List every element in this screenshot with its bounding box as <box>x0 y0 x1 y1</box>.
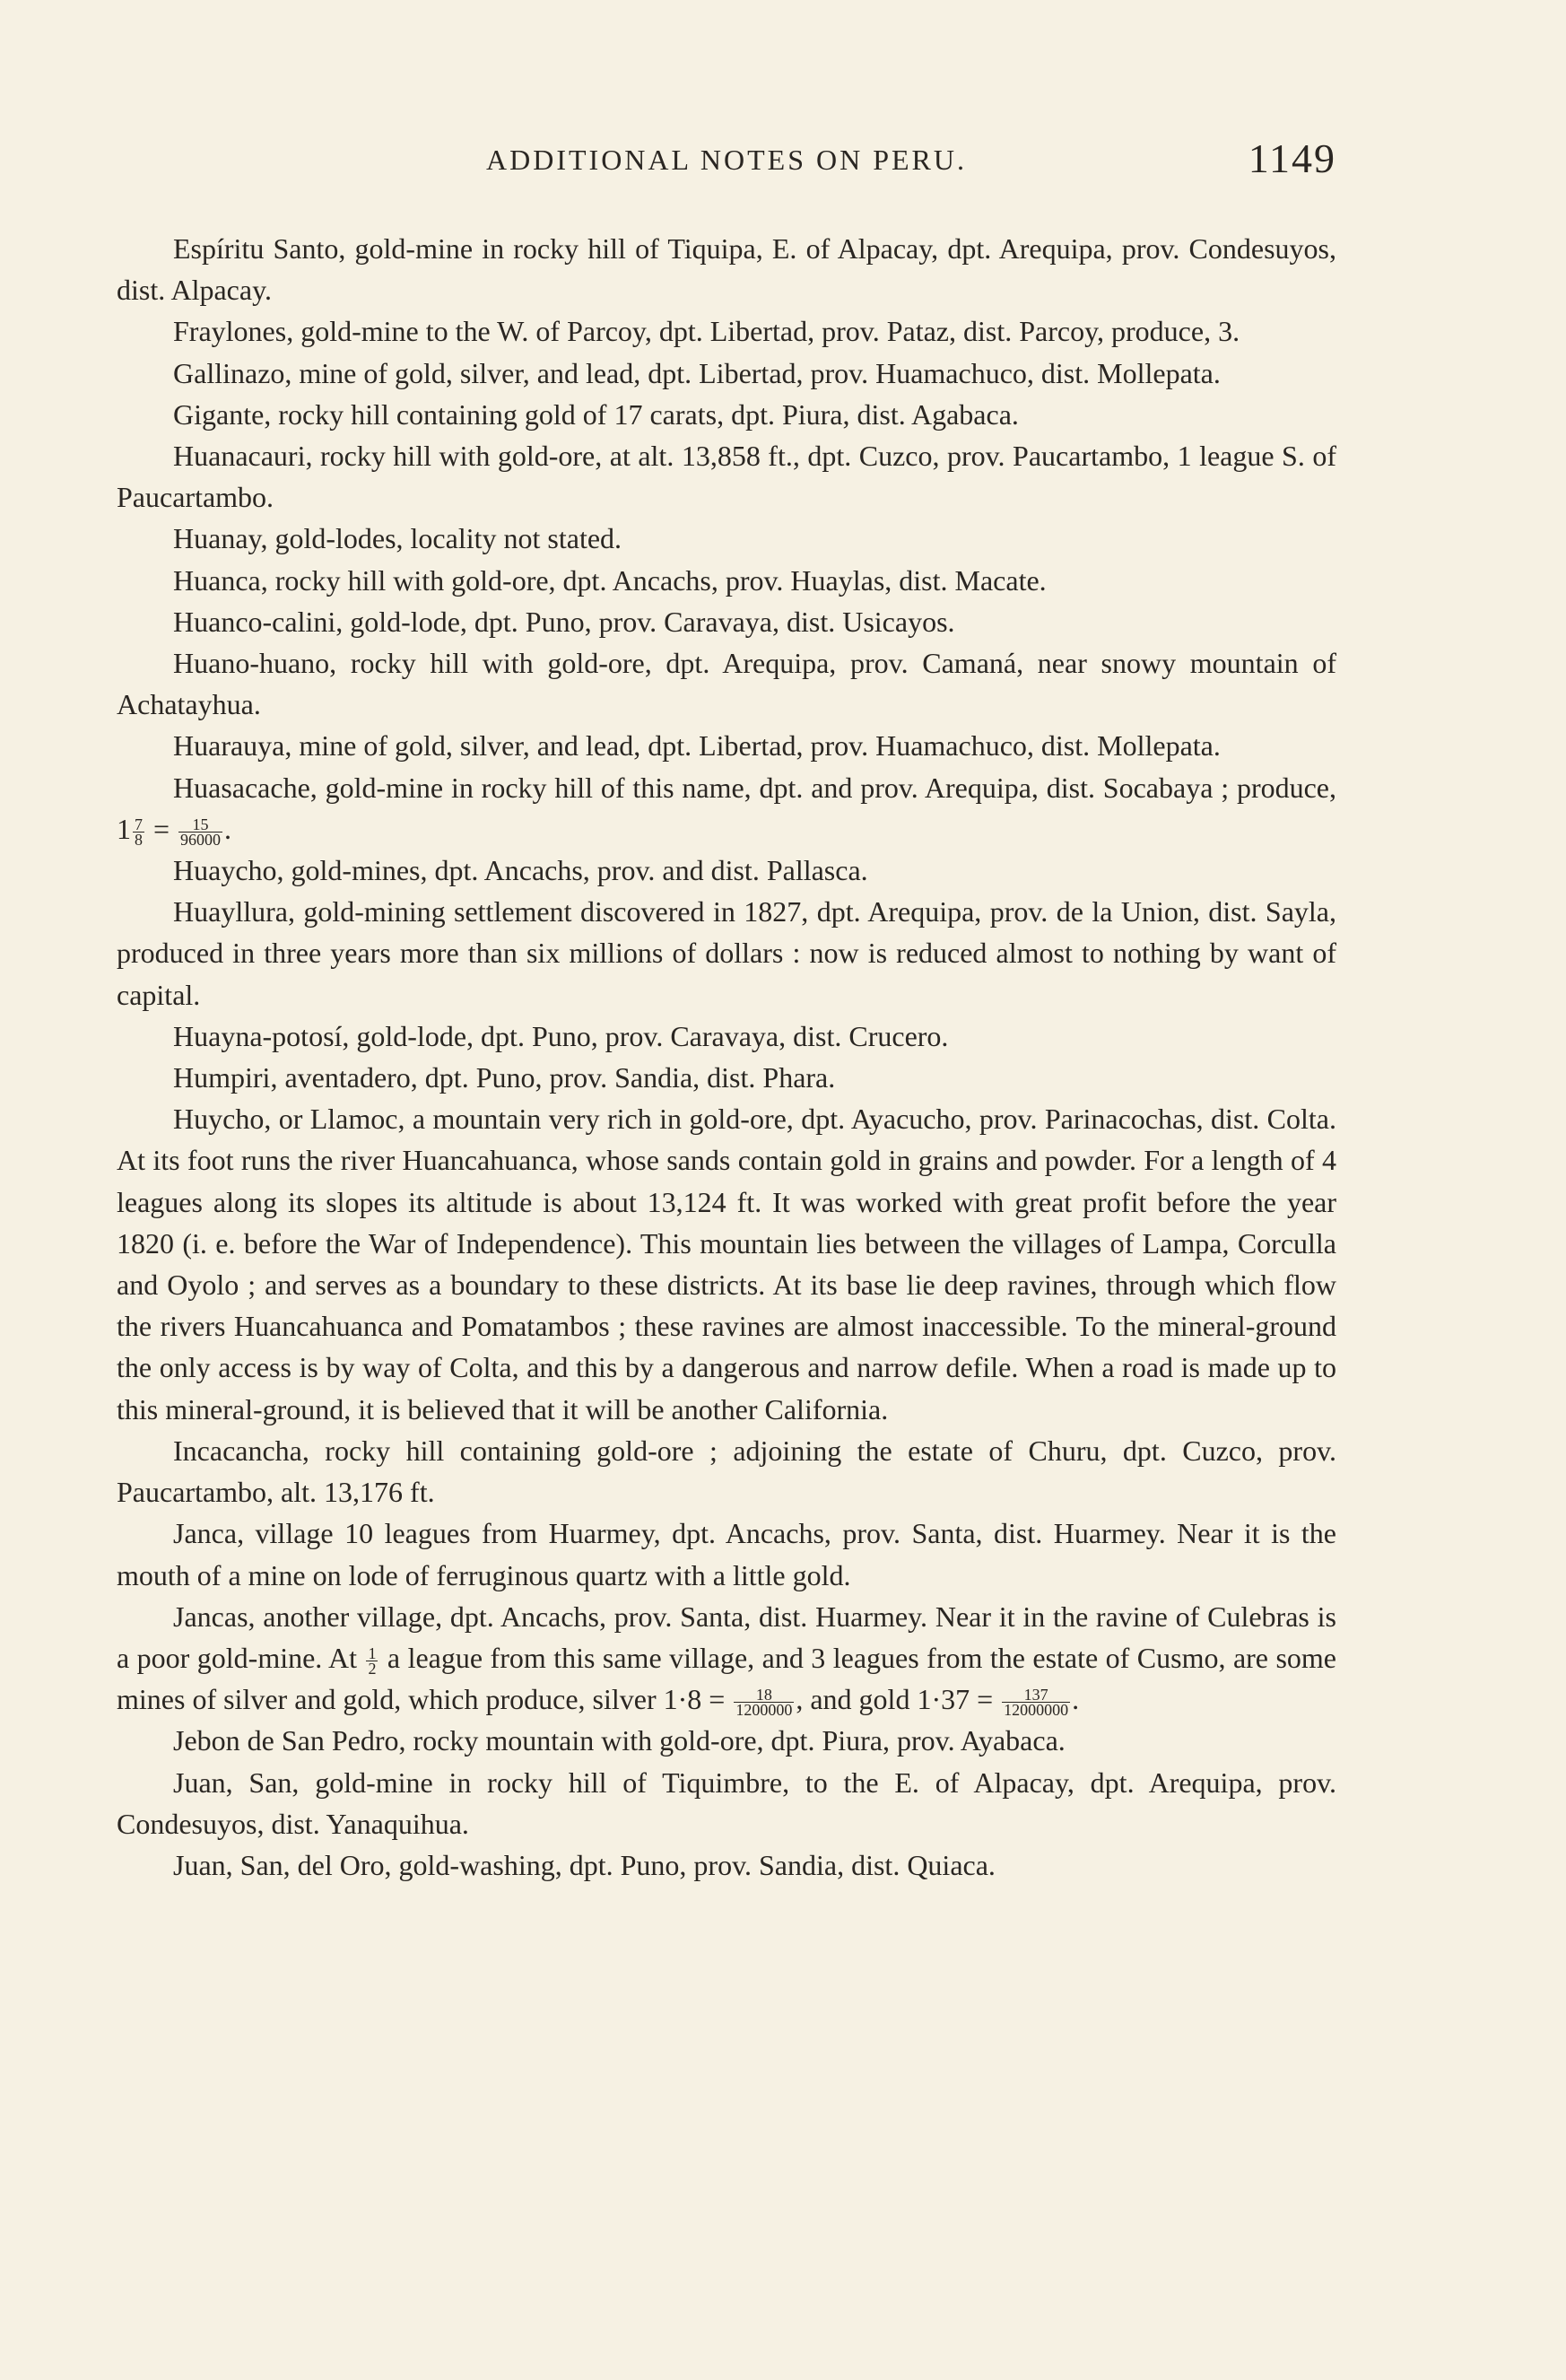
entry-gigante: Gigante, rocky hill containing gold of 17 carats, dpt. Piura, dist. Agabaca. <box>173 397 1019 431</box>
entry-incacancha: Incacancha, rocky hill containing gold-ore ; adjoining the estate of Churu, dpt. Cuzco, prov. Paucartambo, alt. 13,176 ft. <box>117 1434 1336 1509</box>
book-page <box>117 135 1336 1886</box>
fraction-denominator: 12000000 <box>1004 1701 1069 1720</box>
fraction-denominator: 2 <box>368 1660 377 1678</box>
entry-huanca: Huanca, rocky hill with gold-ore, dpt. Ancachs, prov. Huaylas, dist. Macate. <box>173 563 1047 597</box>
fraction <box>366 1646 378 1676</box>
entry-janca: Janca, village 10 leagues from Huarmey, dpt. Ancachs, prov. Santa, dist. Huarmey. Near it is the mouth of a mine on lode of ferruginous quartz with a little gold. <box>117 1517 1336 1591</box>
fraction-numerator: 137 <box>1002 1687 1070 1703</box>
entry-huaycho: Huaycho, gold-mines, dpt. Ancachs, prov. and dist. Pallasca. <box>173 854 868 887</box>
running-title: ADDITIONAL NOTES ON PERU. <box>486 144 967 176</box>
entry-text: a league from this same village, and 3 leagues from the estate of Cusmo, are some mines of silver and gold, which produce, silver 1·8 = <box>117 1641 1337 1716</box>
fraction-numerator: 1 <box>368 1644 377 1663</box>
entry-gallinazo: Gallinazo, mine of gold, silver, and lead, dpt. Libertad, prov. Huamachuco, dist. Mollepata. <box>173 356 1221 389</box>
entry-fraylones: Fraylones, gold-mine to the W. of Parcoy, dpt. Libertad, prov. Pataz, dist. Parcoy, produce, 3. <box>173 315 1240 348</box>
entry-text: , and gold 1·37 = <box>796 1683 1001 1716</box>
entry-huanco-calini: Huanco-calini, gold-lode, dpt. Puno, prov. Caravaya, dist. Usicayos. <box>173 605 955 638</box>
entry-juan-san: Juan, San, gold-mine in rocky hill of Tiquimbre, to the E. of Alpacay, dpt. Arequipa, prov. Condesuyos, dist. Yanaquihua. <box>117 1765 1336 1840</box>
entry-jancas <box>117 1596 1336 1721</box>
fraction-denominator: 96000 <box>180 831 222 849</box>
entry-huasacache <box>117 767 1336 850</box>
entry-huycho: Huycho, or Llamoc, a mountain very rich in gold-ore, dpt. Ayacucho, prov. Parinacochas, dist. Colta. At its foot runs the river Huancahuanca, whose sands contain gold in grains and powder. For a length of 4 leagues along its slopes its altitude is about 13,124 ft. It was worked with great profit before the year 1820 (i. e. before the War of Independence). This mountain lies between the villages of Lampa, Corculla and Oyolo ; and serves as a boundary to these districts. At its base lie deep ravines, through which flow the rivers Huancahuanca and Pomatambos ; these ravines are almost inaccessible. To the mineral-ground the only access is by way of Colta, and this by a dangerous and narrow defile. When a road is made up to this mineral-ground, it is believed that it will be another California. <box>117 1103 1336 1425</box>
entry-text: . <box>1072 1683 1080 1716</box>
entry-text: . <box>224 812 232 845</box>
fraction-denominator: 8 <box>135 831 143 849</box>
page-number: 1149 <box>1248 135 1336 181</box>
entry-espiritu-santo: Espíritu Santo, gold-mine in rocky hill of Tiquipa, E. of Alpacay, dpt. Arequipa, prov. Condesuyos, dist. Alpacay. <box>117 232 1336 307</box>
entry-huanay: Huanay, gold-lodes, locality not stated. <box>173 522 622 555</box>
fraction-numerator: 15 <box>178 817 222 833</box>
entry-text: Jancas, another village, dpt. Ancachs, prov. Santa, dist. Huarmey. Near it in the ravine of Culebras is a poor gold-mine. At <box>117 1600 1336 1674</box>
fraction <box>178 817 222 847</box>
entry-jebon-de-san-pedro: Jebon de San Pedro, rocky mountain with gold-ore, dpt. Piura, prov. Ayabaca. <box>173 1724 1066 1757</box>
fraction-numerator: 7 <box>135 815 143 833</box>
entry-text: Huasacache, gold-mine in rocky hill of this name, dpt. and prov. Arequipa, dist. Socabaya ; produce, 1 <box>117 771 1336 845</box>
entry-huarauya: Huarauya, mine of gold, silver, and lead, dpt. Libertad, prov. Huamachuco, dist. Mollepata. <box>173 729 1221 763</box>
fraction <box>133 817 144 847</box>
fraction-numerator: 18 <box>734 1687 794 1703</box>
fraction <box>1002 1686 1070 1720</box>
fraction <box>734 1686 794 1720</box>
entry-huayllura: Huayllura, gold-mining settlement discovered in 1827, dpt. Arequipa, prov. de la Union, dist. Sayla, produced in three years more than six millions of dollars : now is reduced almost to nothing by want of capital. <box>117 895 1336 1011</box>
entry-humpiri: Humpiri, aventadero, dpt. Puno, prov. Sandia, dist. Phara. <box>173 1061 836 1094</box>
gazetteer-entries <box>117 228 1336 1886</box>
entry-huayna-potosi: Huayna-potosí, gold-lode, dpt. Puno, prov. Caravaya, dist. Crucero. <box>173 1019 949 1052</box>
running-head <box>117 135 1336 188</box>
entry-huanacauri: Huanacauri, rocky hill with gold-ore, at alt. 13,858 ft., dpt. Cuzco, prov. Paucartambo, 1 league S. of Paucartambo. <box>117 440 1336 514</box>
entry-huano-huano: Huano-huano, rocky hill with gold-ore, dpt. Arequipa, prov. Camaná, near snowy mountain of Achatayhua. <box>117 647 1336 721</box>
entry-juan-san-del-oro: Juan, San, del Oro, gold-washing, dpt. Puno, prov. Sandia, dist. Quiaca. <box>173 1848 996 1881</box>
fraction-denominator: 1200000 <box>735 1701 793 1720</box>
entry-text: = <box>146 812 178 845</box>
